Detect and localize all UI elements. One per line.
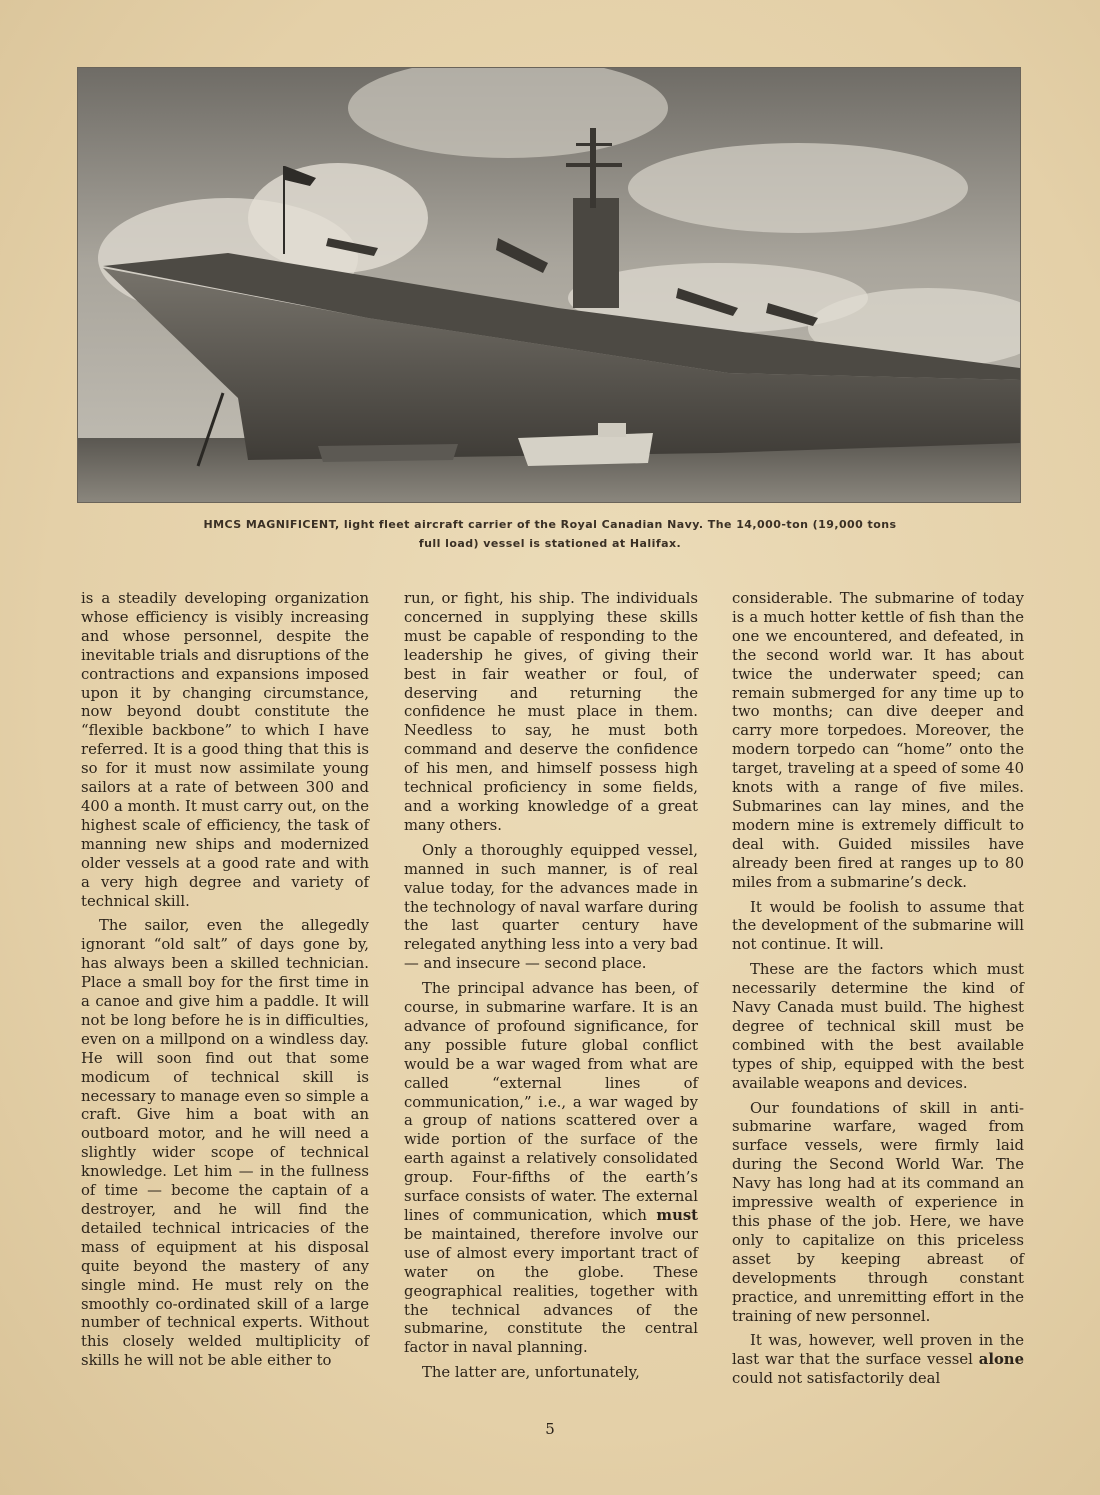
paragraph: run, or fight, his ship. The individuals concerned in supplying these skills must be capable of responding to the leadership he gives, of giving their best in fair weather or foul, of deserving and returning the confidence he must place in them. Needless to say, he must both command and deserve the confidence of his men, and himself possess high technical proficiency in some fields, and a working knowledge of a great many others.	[404, 590, 698, 834]
paragraph: It would be foolish to assume that the development of the submarine will not continue. It will.	[732, 898, 1024, 954]
paragraph-text: It was, however, well proven in the last war that the surface vessel	[732, 1332, 1024, 1369]
emphasis-text: alone	[978, 1351, 1024, 1369]
caption-line-1: HMCS MAGNIFICENT, light fleet aircraft carrier of the Royal Canadian Navy. The 14,000-ton (19,000 tons	[203, 518, 897, 531]
paragraph: The latter are, unfortunately,	[422, 1364, 640, 1382]
text-column-3	[732, 590, 1024, 1395]
paragraph: These are the factors which must necessarily determine the kind of Navy Canada must build. The highest degree of technical skill must be combined with the best available types of ship, equipped with the best available weapons and devices.	[732, 961, 1024, 1092]
caption-line-2: full load) vessel is stationed at Halifax.	[418, 537, 682, 550]
paragraph-text: could not satisfactorily deal	[732, 1370, 941, 1388]
paragraph	[404, 980, 698, 1358]
carrier-illustration	[78, 68, 1020, 502]
paragraph: is a steadily developing organization whose efficiency is visibly increasing and whose personnel, despite the inevitable trials and disruptions of the contractions and expansions imposed upon it by changing circumstance, now beyond doubt constitute the “flexible backbone” to which I have referred. It is a good thing that this is so for it must now assimilate young sailors at a rate of between 300 and 400 a month. It must carry out, on the highest scale of efficiency, the task of manning new ships and modernized older vessels at a good rate and with a very high degree and variety of technical skill.	[81, 590, 369, 910]
text-column-2	[404, 590, 698, 1389]
paragraph	[732, 1332, 1024, 1389]
paragraph-text: The principal advance has been, of course, in submarine warfare. It is an advance of profound significance, for any possible future global conflict would be a war waged from what are called “external lines of communication,” i.e., a war waged by a group of nations scattered over a wide portion of the surface of the earth against a relatively consolidated group. Four-fifths of the earth’s surface consists of water. The external lines of communication, which	[404, 980, 698, 1224]
emphasis-text: must	[656, 1207, 698, 1224]
paragraph: considerable. The submarine of today is a much hotter kettle of fish than the one we encountered, and defeated, in the second world war. It has about twice the underwater speed; can remain submerged for any time up to two months; can dive deeper and carry more torpedoes. Moreover, the modern torpedo can “home” onto the target, traveling at a speed of some 40 knots with a range of five miles. Submarines can lay mines, and the modern mine is extremely difficult to deal with. Guided missiles have already been fired at ranges up to 80 miles from a submarine’s deck.	[732, 590, 1024, 891]
paragraph: Only a thoroughly equipped vessel, manned in such manner, is of real value today, for the advances made in the technology of naval warfare during the last quarter century have relegated anything less into a very bad — and insecure — second place.	[404, 841, 698, 973]
photo-caption	[150, 515, 950, 553]
paragraph-text: be maintained, therefore involve our use of almost every important tract of water on the globe. These geographical realities, together with the technical advances of the submarine, constitute the central factor in naval planning.	[404, 1225, 698, 1357]
page-number: 5	[545, 1420, 555, 1438]
paragraph: The sailor, even the allegedly ignorant “old salt” of days gone by, has always been a skilled technician. Place a small boy for the first time in a canoe and give him a paddle. It will not be long before he is in difficulties, even on a millpond on a windless day. He will soon find out that some modicum of technical skill is necessary to manage even so simple a craft. Give him a boat with an outboard motor, and he will need a slightly wider scope of technical knowledge. Let him — in the fullness of time — become the captain of a destroyer, and he will find the detailed technical intricacies of the mass of equipment at his disposal quite beyond the mastery of any single mind. He must rely on the smoothly co-ordinated skill of a large number of technical experts. Without this closely welded multiplicity of skills he will not be able either to	[81, 917, 369, 1370]
aircraft-carrier-photo	[78, 68, 1020, 502]
paragraph: Our foundations of skill in anti-submarine warfare, waged from surface vessels, were firmly laid during the Second World War. The Navy has long had at its command an impressive wealth of experience in this phase of the job. Here, we have only to capitalize on this priceless asset by keeping abreast of developments through constant practice, and unremitting effort in the training of new personnel.	[732, 1099, 1024, 1325]
text-column-1	[81, 590, 369, 1377]
